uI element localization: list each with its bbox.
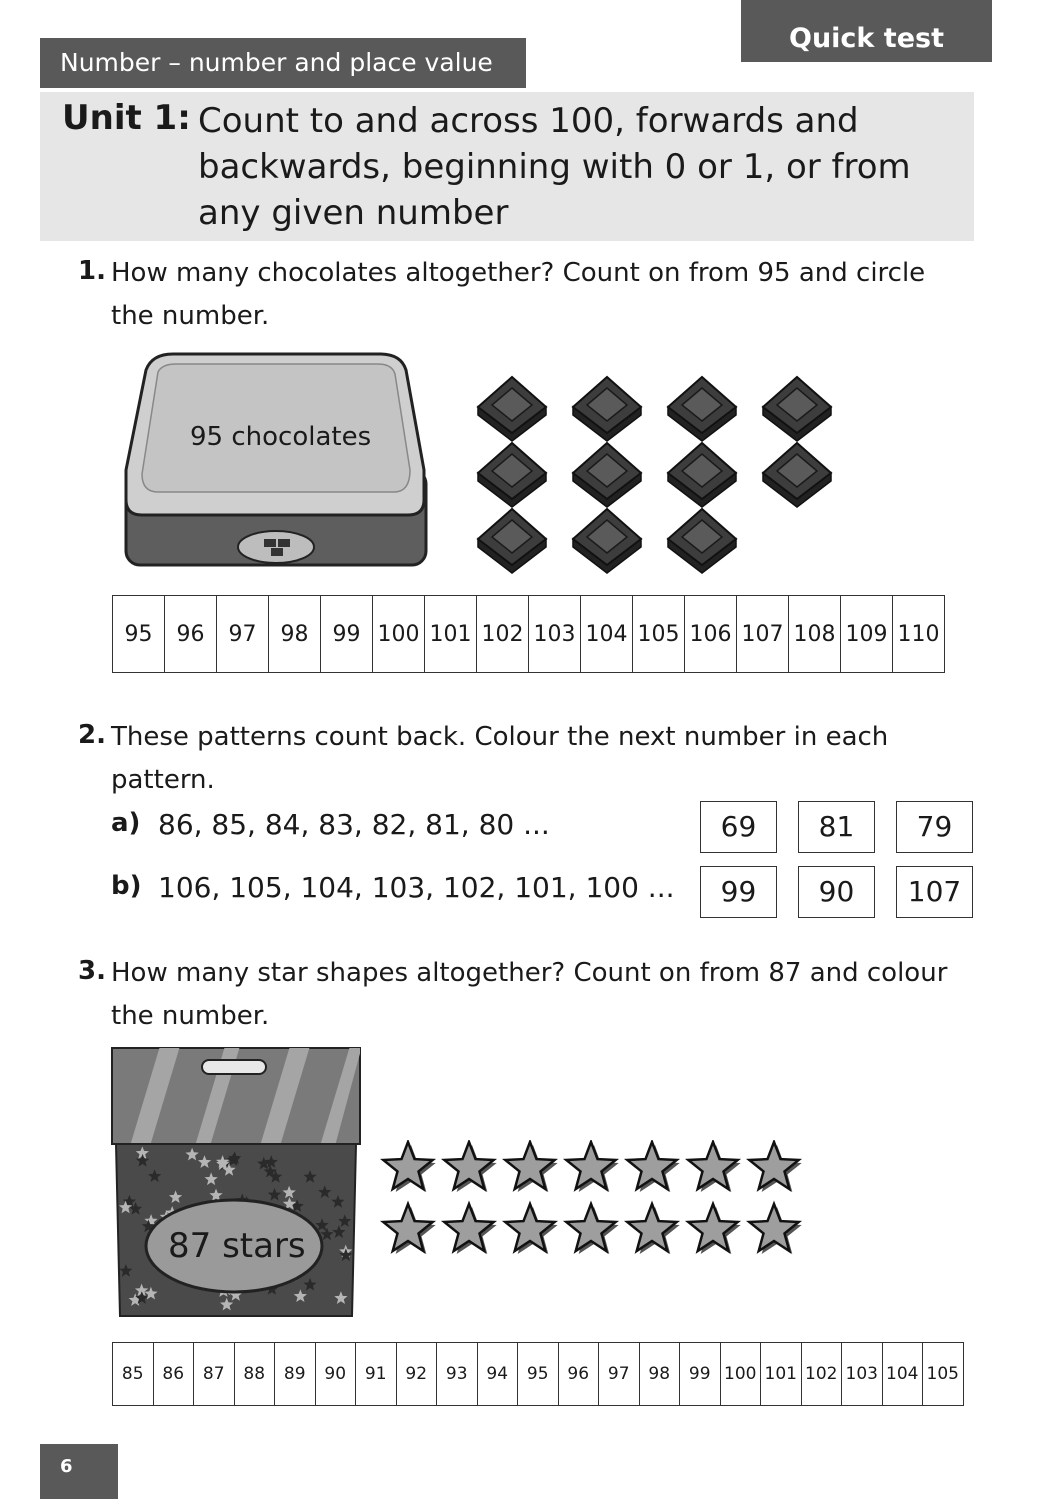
number-cell[interactable]: 103 — [529, 596, 581, 673]
chocolate-piece — [668, 443, 736, 507]
unit-label: Unit 1: — [62, 98, 191, 138]
answer-option[interactable]: 69 — [700, 801, 777, 853]
number-cell[interactable]: 101 — [761, 1343, 802, 1406]
star-bag-illustration — [110, 1046, 365, 1321]
number-cell[interactable]: 101 — [425, 596, 477, 673]
chocolate-piece — [478, 509, 546, 573]
number-cell[interactable]: 106 — [685, 596, 737, 673]
number-line-q1 — [112, 595, 945, 673]
answer-option[interactable]: 99 — [700, 866, 777, 918]
part-a-sequence: 86, 85, 84, 83, 82, 81, 80 ... — [158, 808, 550, 841]
number-cell[interactable]: 89 — [275, 1343, 316, 1406]
number-cell[interactable]: 85 — [113, 1343, 154, 1406]
unit-title: Count to and across 100, forwards and backwards, beginning with 0 or 1, or from any given number — [198, 101, 911, 233]
number-cell[interactable]: 95 — [113, 596, 165, 673]
number-line-q3 — [112, 1342, 964, 1406]
tin-label: 95 chocolates — [190, 422, 372, 452]
chocolate-piece — [573, 377, 641, 441]
number-cell[interactable]: 97 — [599, 1343, 640, 1406]
number-cell[interactable]: 92 — [396, 1343, 437, 1406]
number-cell[interactable]: 94 — [477, 1343, 518, 1406]
number-cell[interactable]: 99 — [321, 596, 373, 673]
chocolate-piece — [478, 443, 546, 507]
chocolate-piece — [573, 443, 641, 507]
number-cell[interactable]: 86 — [153, 1343, 194, 1406]
number-cell[interactable]: 98 — [639, 1343, 680, 1406]
question-1-text: How many chocolates altogether? Count on from 95 and circle the number. — [111, 258, 926, 331]
number-cell[interactable]: 99 — [680, 1343, 721, 1406]
question-2-number: 2. — [78, 720, 106, 750]
chocolate-piece — [763, 377, 831, 441]
number-cell[interactable]: 100 — [720, 1343, 761, 1406]
number-cell[interactable]: 104 — [581, 596, 633, 673]
bag-label: 87 stars — [168, 1226, 306, 1266]
part-b-sequence: 106, 105, 104, 103, 102, 101, 100 ... — [158, 871, 675, 904]
number-cell[interactable]: 97 — [217, 596, 269, 673]
chocolate-piece — [478, 377, 546, 441]
number-cell[interactable]: 96 — [165, 596, 217, 673]
part-a-label: a) — [111, 808, 141, 838]
number-cell[interactable]: 91 — [356, 1343, 397, 1406]
quick-test-tab — [741, 0, 992, 62]
question-1-number: 1. — [78, 256, 106, 286]
question-3-number: 3. — [78, 956, 106, 986]
number-cell[interactable]: 98 — [269, 596, 321, 673]
number-cell[interactable]: 104 — [882, 1343, 923, 1406]
page-number: 6 — [60, 1456, 73, 1477]
topic-bar — [40, 38, 526, 88]
chocolate-piece — [763, 443, 831, 507]
stars-illustration — [378, 1140, 818, 1260]
answer-option[interactable]: 79 — [896, 801, 973, 853]
number-row — [113, 1343, 964, 1406]
number-cell[interactable]: 105 — [923, 1343, 964, 1406]
chocolate-tin-illustration — [118, 350, 438, 575]
number-cell[interactable]: 108 — [789, 596, 841, 673]
number-cell[interactable]: 102 — [477, 596, 529, 673]
number-cell[interactable]: 110 — [893, 596, 945, 673]
number-cell[interactable]: 93 — [437, 1343, 478, 1406]
topic-title: Number – number and place value — [60, 48, 493, 77]
chocolate-piece — [668, 377, 736, 441]
number-cell[interactable]: 87 — [194, 1343, 235, 1406]
part-b-label: b) — [111, 871, 142, 901]
number-row — [113, 596, 945, 673]
answer-option[interactable]: 90 — [798, 866, 875, 918]
page-number-tab — [40, 1444, 118, 1499]
question-2-text: These patterns count back. Colour the next number in each pattern. — [111, 722, 889, 795]
number-cell[interactable]: 95 — [518, 1343, 559, 1406]
number-cell[interactable]: 88 — [234, 1343, 275, 1406]
chocolate-piece — [573, 509, 641, 573]
number-cell[interactable]: 96 — [558, 1343, 599, 1406]
quick-test-label: Quick test — [789, 23, 944, 54]
number-cell[interactable]: 103 — [842, 1343, 883, 1406]
answer-option[interactable]: 107 — [896, 866, 973, 918]
number-cell[interactable]: 107 — [737, 596, 789, 673]
question-3-text: How many star shapes altogether? Count on from 87 and colour the number. — [111, 958, 948, 1031]
chocolate-piece — [668, 509, 736, 573]
number-cell[interactable]: 100 — [373, 596, 425, 673]
number-cell[interactable]: 90 — [315, 1343, 356, 1406]
chocolates-illustration — [470, 370, 840, 575]
number-cell[interactable]: 105 — [633, 596, 685, 673]
answer-option[interactable]: 81 — [798, 801, 875, 853]
number-cell[interactable]: 109 — [841, 596, 893, 673]
number-cell[interactable]: 102 — [801, 1343, 842, 1406]
